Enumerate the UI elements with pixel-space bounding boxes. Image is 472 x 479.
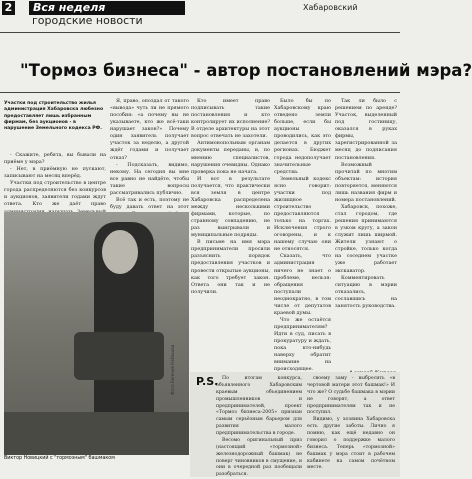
postscript-column-1 <box>216 376 302 478</box>
postscript-box <box>190 372 400 477</box>
headline-divider <box>0 92 400 93</box>
region-label: Хабаровский <box>303 3 358 12</box>
article-paragraph: По итогам конкурса, объявленного Хабаровским краевым объединением промышленников и предпринимателей, проект «Тормоз бизнеса-2005» признан самым серьёзным барьером для развития малого предпринимательства в городе. <box>216 376 302 436</box>
article-paragraph: Антимонопольным органам документы переданы, и, по мнению специалистов, нарушения очевидны. Однако проверка пока не начата. <box>191 140 270 175</box>
article-paragraph: Участки под строительство в центре города распределяются без конкурсов и аукционов, заявители годами ждут ответа. Кто же даёт право <box>4 180 106 208</box>
article-headline: "Тормоз бизнеса" - автор постановлений мэра? <box>20 61 472 80</box>
article-paragraph: Сказать, что администрация ничего не знает о проблеме, нельзя: обращения поступали неоднократно, в том числе от депутатов краевой думы. <box>274 253 331 316</box>
article-paragraph: Так ли было с решением по аренде? Участок, выделенный под гостиницу, оказался в руках фирмы, зарегистрированной за месяц до подписания постановления. <box>335 98 397 161</box>
publication-title: Вся неделя <box>29 1 185 15</box>
photo-background-floor <box>4 412 189 455</box>
article-paragraph: Что же остаётся предпринимателям? Идти в суд, писать в прокуратуру и ждать, пока кто-нибудь наверху обратит внимание на происходящее. <box>274 316 331 373</box>
article-paragraph: Я, право, опоздал от такого «вывода» чуть ли не прямого пособия: «а почему вы не указываете, кто же всё-таки нарушает закон?» Почему один заявитель получает участок за неделю, а другой ждёт годами и получает отказ? <box>110 98 189 161</box>
brake-shoe <box>74 332 164 380</box>
article-paragraph: Весомо оригинальный приз (настоящий «тормозной» железнодорожный башмак) не поверг чиновников в смущение, и они в очередной раз пообещали разобраться. <box>216 437 302 478</box>
article-paragraph: Земельный кодекс ясно говорит: участки под жилищное строительство предоставляются только на торгах. Исключения строго оговорены, и к нашему случаю они не относятся. <box>274 175 331 253</box>
article-paragraph: Было бы по Хабаровскому краю отведено земли больше, если бы аукционы проводились, как это делается в других регионах. Бюджет города недополучает значительные средства. <box>274 98 331 175</box>
postscript-label: P.S. <box>196 375 219 388</box>
article-photo <box>4 212 189 455</box>
postscript-column-2 <box>307 376 395 474</box>
article-paragraph: своему заму - выбросить «в чертовой матери этот башмак!» И что же? О судьбе башмака в мэрии не говорят, а ответ предпринимателям так и не поступил. <box>307 376 395 416</box>
article-paragraph: И вот в результате получается, что практически вся земля в центре Хабаровска распределена между несколькими фирмами, которые, по странному совпадению, не раз выигрывали и муниципальные подряды. <box>191 175 270 239</box>
article-lead: Участки под строительство жилья администрация Хабаровска любезно предоставляет лишь избранным фирмам, без аукционов - в нарушение Земельного кодекса РФ. <box>4 101 104 132</box>
article-paragraph: Всё так и есть, поэтому не буду давать ответ на этот <box>110 196 189 210</box>
article-column-2 <box>110 98 189 210</box>
article-paragraph: Видимо, у хозяина Хабаровска есть другие заботы. Лично я помню, как ещё недавно он говорил о поддержке малого бизнеса. Теперь «тормозной» башмак у мэра стоит в рабочем кабинете на самом почётном месте. <box>307 417 395 471</box>
article-paragraph: Кто имеет право подписывать такие постановления и кто контролирует их исполнение? В отделе архитектуры на этот вопрос отвечать не захотели. <box>191 98 270 140</box>
photo-credit: Фото Евгения Кабакова <box>170 344 175 395</box>
article-column-1 <box>4 152 106 210</box>
person-face <box>102 230 138 274</box>
article-paragraph: В письме на имя мэра предприниматели просили разъяснить порядок предоставления участков и провести открытые аукционы, как того требует закон. Ответа они так и не получили. <box>191 239 270 295</box>
article-paragraph: Хабаровск, похоже, стал городом, где решения принимаются в узком кругу, а закон служит лишь ширмой. Жители узнают о стройке, только когда на соседнем участке уже работает экскаватор. <box>335 203 397 274</box>
photo-caption: Виктор Новицкий с "тормозным" башмаком <box>4 456 115 461</box>
header-divider <box>0 32 400 33</box>
article-column-4 <box>274 98 331 373</box>
article-paragraph: - Подсказать, видимо, некому. На сегодня вы мне все равно не найдёте, чтобы такие вопросы рассматривались публично. <box>110 161 189 196</box>
article-column-3 <box>191 98 270 370</box>
article-paragraph: - Нет, в приёмную не пускают, записывают на месяц вперёд. <box>4 166 106 180</box>
section-title: городские новости <box>32 14 143 27</box>
page-header <box>0 0 400 26</box>
article-paragraph: Комментировать ситуацию в мэрии отказались, сославшись на занятость руководства. <box>335 274 397 309</box>
article-paragraph: - Скажите, ребята, вы бывали на приёме у мэра? <box>4 152 106 166</box>
article-column-5 <box>335 98 397 366</box>
page-number: 2 <box>2 1 15 15</box>
article-paragraph: Возможный прочитай по многим объектам: история повторяется, меняются лишь названия фирм и номера постановлений. <box>335 161 397 203</box>
